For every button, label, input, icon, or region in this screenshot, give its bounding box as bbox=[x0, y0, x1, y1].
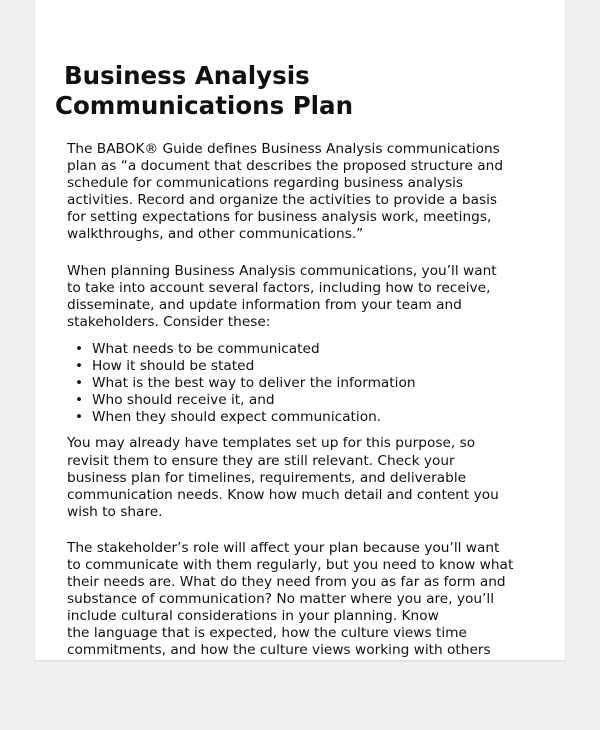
paragraph-templates: You may already have templates set up for this purpose, so revisit them to ensure they are still relevant. Check your business plan for timelines, requirements, and deliverable communication needs. Know how much detail and content you wish to share. bbox=[67, 435, 499, 520]
paragraph-stakeholder-role: The stakeholder’s role will affect your plan because you’ll want to communicate with them regularly, but you need to know what their needs are. What do they need from you as far as form and substance of communication? No matter where you are, you’ll include cultural considerations in your planning. Know the language that is expected, how the culture views time commitments, and how the culture views working with others bbox=[67, 539, 514, 659]
list-item bbox=[67, 358, 547, 375]
list-item bbox=[67, 375, 547, 392]
bullet-marker: • bbox=[75, 340, 84, 357]
document-title bbox=[55, 61, 353, 121]
title-line-1: Business Analysis bbox=[64, 61, 310, 90]
list-item bbox=[67, 409, 547, 426]
list-item-text: What needs to be communicated bbox=[92, 340, 320, 357]
considerations-list bbox=[67, 341, 547, 426]
paragraph-babok-definition: The BABOK® Guide defines Business Analysis communications plan as “a document that describes the proposed structure and schedule for communications regarding business analysis activities. Record and organize the activities to provide a basis for setting expectations for business analysis work, meetings, walkthroughs, and other communications.” bbox=[67, 141, 504, 243]
list-item-text: What is the best way to deliver the information bbox=[92, 375, 416, 392]
title-line-2: Communications Plan bbox=[55, 91, 354, 120]
list-item-text: When they should expect communication. bbox=[92, 409, 382, 426]
bullet-marker: • bbox=[75, 358, 84, 375]
list-item-text: How it should be stated bbox=[92, 358, 255, 375]
bullet-marker: • bbox=[75, 409, 84, 426]
document-page bbox=[34, 0, 566, 662]
list-item-text: Who should receive it, and bbox=[92, 392, 275, 409]
bullet-marker: • bbox=[75, 375, 84, 392]
list-item bbox=[67, 341, 547, 358]
list-item bbox=[67, 392, 547, 409]
paragraph-planning: When planning Business Analysis communications, you’ll want to take into account several factors, including how to receive, disseminate, and update information from your team and stakeholders. Consider these: bbox=[67, 262, 497, 330]
document-body bbox=[67, 141, 547, 660]
bullet-marker: • bbox=[75, 392, 84, 409]
